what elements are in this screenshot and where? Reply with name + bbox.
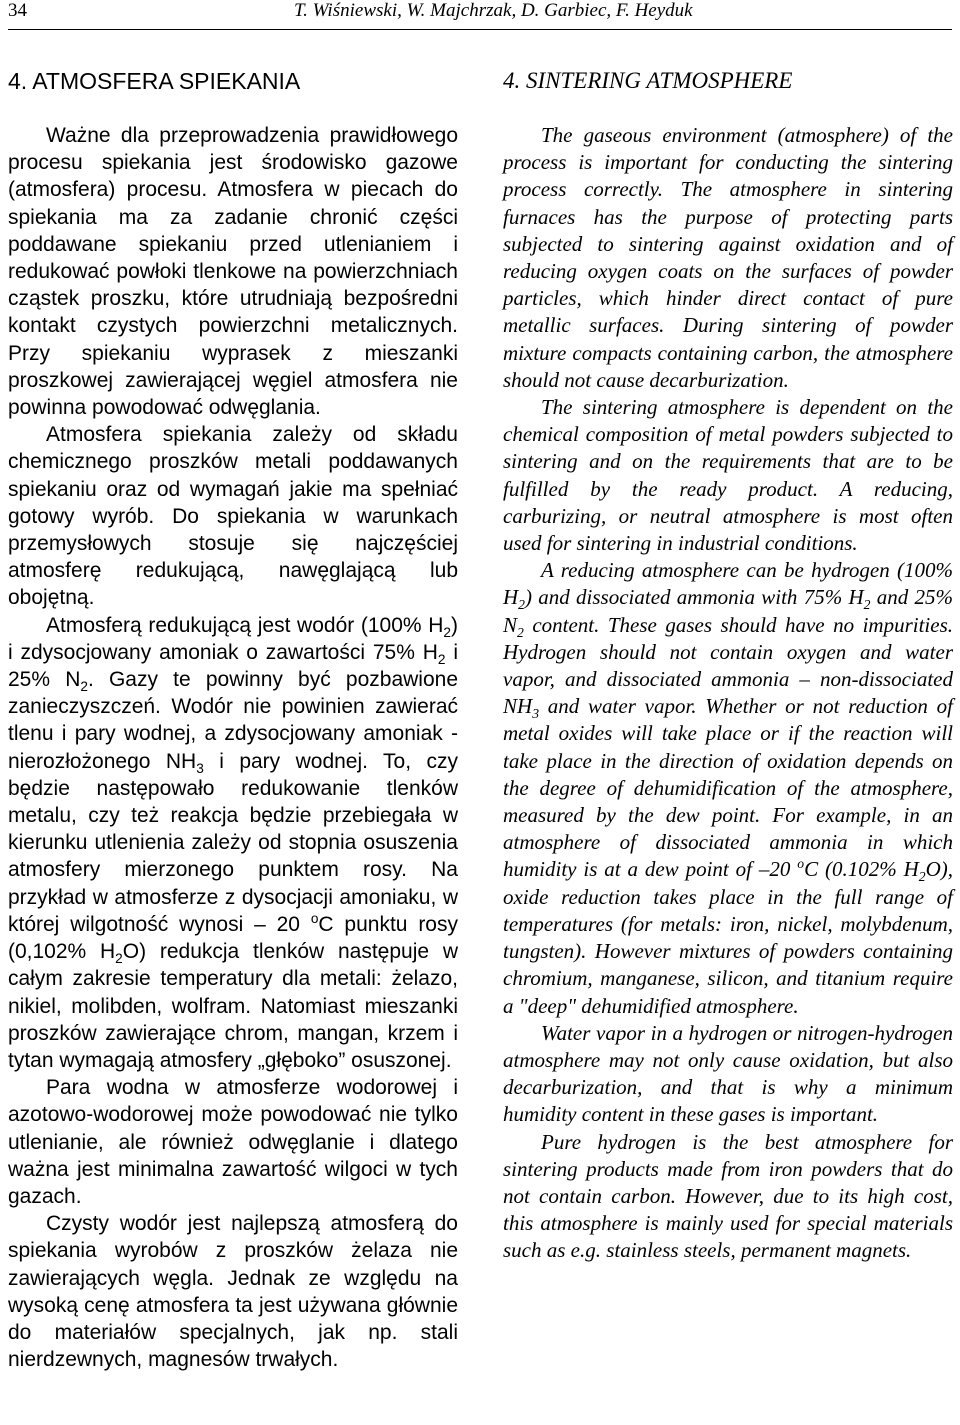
paragraph-text: and 25% N	[503, 585, 953, 637]
paragraph-text: ) and dissociated ammonia with 75% H	[525, 585, 864, 610]
page-number: 34	[8, 0, 27, 21]
english-column	[503, 66, 953, 1265]
paragraph-text: C (0.102% H	[804, 857, 919, 882]
paragraph-supscript: o	[797, 856, 805, 872]
page-header	[8, 0, 952, 26]
paragraph-subscript: 2	[437, 652, 446, 668]
paragraph-subscript: 3	[532, 706, 540, 722]
paragraph-subscript: 2	[863, 597, 871, 613]
body-paragraph	[503, 557, 953, 1019]
body-paragraph	[503, 1020, 953, 1129]
paragraph-text: The gaseous environment (atmosphere) of the process is important for conducting the sintering process correctly. The atmosphere in sintering furnaces has the purpose of protecting parts subjected to sintering against oxidation and of reducing oxygen coats on the surfaces of powder particles, which hinder direct contact of pure metallic surfaces. During sintering of powder mixture compacts containing carbon, the atmosphere should not cause decarburization.	[503, 123, 953, 392]
paragraph-subscript: 2	[518, 597, 525, 613]
header-rule	[8, 29, 952, 30]
paragraph-text: . Gazy te powinny być pozbawione zanieczyszczeń. Wodór nie powinien zawierać tlenu i pary wodnej, a zdysocjowany amoniak - nierozłożonego NH	[8, 668, 458, 773]
paragraph-subscript: 2	[443, 624, 451, 640]
paragraph-text: A reducing atmosphere can be hydrogen (100% H	[503, 558, 953, 610]
paragraph-text: and water vapor. Whether or not reduction of metal oxides will take place or if the reaction will take place in the direction of oxidation depends on the degree of dehumidification of the atmosphere, measured by the dew point. For example, in an atmosphere of dissociated ammonia in which humidity is at a dew point of –20	[503, 694, 953, 882]
body-paragraph	[8, 612, 458, 1074]
english-body	[503, 122, 953, 1265]
section-heading-english: 4. SINTERING ATMOSPHERE	[503, 68, 793, 93]
polish-column	[8, 66, 458, 1373]
paragraph-text: C punktu rosy (0,102% H	[8, 912, 458, 964]
paragraph-text: O) redukcja tlenków następuje w całym zakresie temperatury dla metali: żelazo, nikiel, molibden, wolfram. Natomiast mieszanki proszków zawierające chrom, mangan, krzem i tytan wymagają atmosfery „głęboko” osuszonej.	[8, 940, 458, 1072]
paragraph-subscript: 2	[115, 951, 123, 967]
paragraph-text: Czysty wodór jest najlepszą atmosferą do spiekania wyrobów z proszków żelaza nie zawierających węgla. Jednak ze względu na wysoką cenę atmosfera ta jest używana głównie do materiałów specjalnych, jak np. stali nierdzewnych, magnesów trwałych.	[8, 1212, 458, 1372]
paragraph-subscript: 2	[918, 869, 926, 885]
paragraph-text: Water vapor in a hydrogen or nitrogen-hydrogen atmosphere may not only cause oxidation, but also decarburization, and that is why a minimum humidity content in these gases is important.	[503, 1020, 953, 1127]
paragraph-text: O), oxide reduction takes place in the full range of temperatures (for metals: iron, nickel, molybdenum, tungsten). However mixtures of powders containing chromium, manganese, silicon, and titanium require a "deep" dehumidified atmosphere.	[503, 857, 953, 1018]
paragraph-text: Atmosferą redukującą jest wodór (100% H	[46, 613, 444, 637]
paragraph-text: Atmosfera spiekania zależy od składu chemicznego proszków metali poddawanych spiekaniu oraz od wymagań jakie ma spełniać gotowy wyrób. Do spiekania w warunkach przemysłowych stosuje się najczęściej atmosferę redukującą, nawęglającą lub obojętną.	[8, 423, 458, 610]
paragraph-supscript: o	[310, 910, 319, 926]
running-head: T. Wiśniewski, W. Majchrzak, D. Garbiec, F. Heyduk	[294, 0, 693, 21]
paragraph-subscript: 2	[80, 679, 88, 695]
paragraph-text: Ważne dla przeprowadzenia prawidłowego procesu spiekania jest środowisko gazowe (atmosfera) procesu. Atmosfera w piecach do spiekania ma za zadanie chronić części poddawane spiekaniu przed utlenianiem i redukować powłoki tlenkowe na powierzchniach cząstek proszku, które utrudniają bezpośredni kontakt czystych powierzchni metalicznych. Przy spiekaniu wyprasek z mieszanki proszkowej zawierającej węgiel atmosfera nie powinna powodować odwęglania.	[8, 124, 458, 420]
body-paragraph	[8, 122, 458, 421]
paragraph-text: ) i zdysocjowany amoniak o zawartości 75% H	[8, 613, 458, 664]
paragraph-text: i 25% N	[8, 640, 458, 692]
body-paragraph	[8, 1074, 458, 1210]
paragraph-subscript: 3	[196, 760, 204, 776]
body-paragraph	[8, 1210, 458, 1373]
paragraph-text: content. These gases should have no impurities. Hydrogen should not contain oxygen and water vapor, and dissociated ammonia – non-dissociated NH	[503, 612, 953, 719]
paragraph-text: i pary wodnej. To, czy będzie następowało redukowanie tlenków metalu, czy też reakcja będzie przebiegała w kierunku utlenienia zależy od stopnia osuszenia atmosfery mierzonego punktem rosy. Na przykład w atmosferze z dysocjacji amoniaku, w której wilgotność wynosi – 20	[8, 749, 458, 936]
paragraph-text: The sintering atmosphere is dependent on the chemical composition of metal powders subjected to sintering and on the requirements that are to be fulfilled by the ready product. A reducing, carburizing, or neutral atmosphere is most often used for sintering in industrial conditions.	[503, 395, 953, 556]
body-paragraph	[503, 394, 953, 557]
section-heading-polish: 4. ATMOSFERA SPIEKANIA	[8, 68, 301, 94]
paragraph-text: Para wodna w atmosferze wodorowej i azotowo-wodorowej może powodować nie tylko utlenianie, ale również odwęglanie i dlatego ważna jest minimalna zawartość wilgoci w tych gazach.	[8, 1076, 458, 1208]
body-paragraph	[8, 421, 458, 611]
paragraph-text: Pure hydrogen is the best atmosphere for sintering products made from iron powders that do not contain carbon. However, due to its high cost, this atmosphere is mainly used for special materials such as e.g. stainless steels, permanent magnets.	[503, 1129, 953, 1263]
polish-body	[8, 122, 458, 1373]
paragraph-subscript: 2	[517, 624, 524, 640]
body-paragraph	[503, 1129, 953, 1265]
body-paragraph	[503, 122, 953, 394]
